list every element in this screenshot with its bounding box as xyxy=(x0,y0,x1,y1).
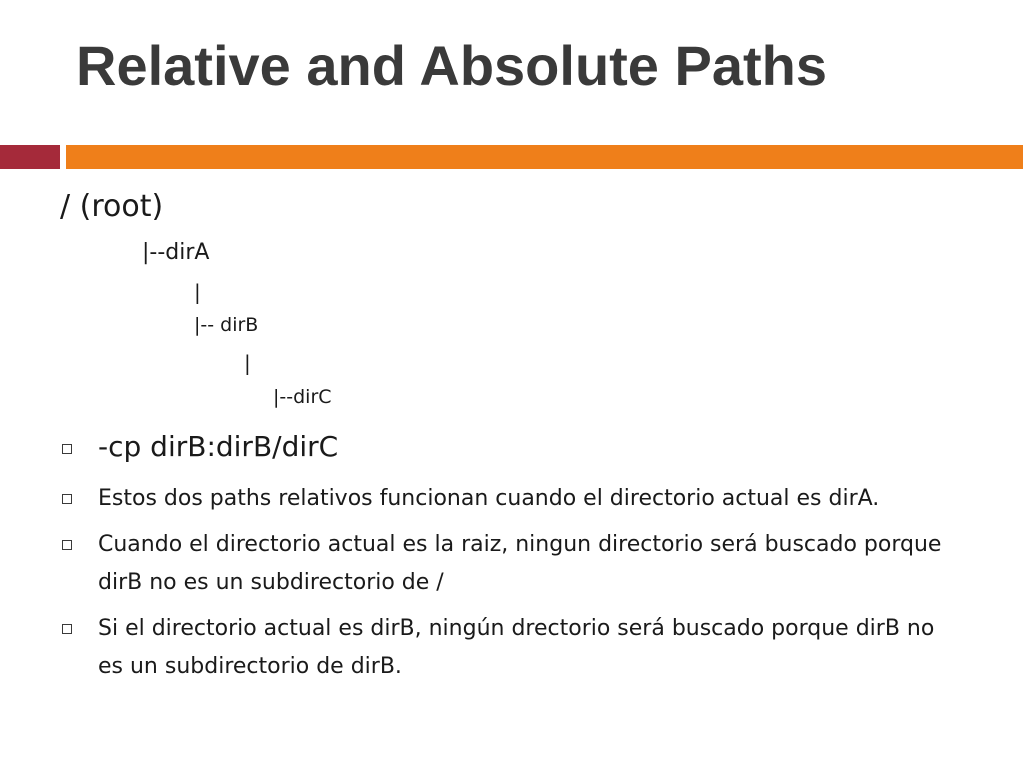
accent-bar-left xyxy=(0,145,60,169)
accent-bar-right xyxy=(66,145,1023,169)
tree-dir-b: |-- dirB xyxy=(194,314,259,336)
bullet-text: Si el directorio actual es dirB, ningún drectorio será buscado porque dirB no es un subdirectorio de dirB. xyxy=(98,616,935,679)
tree-connector-b: | xyxy=(244,351,251,375)
bullet-item xyxy=(60,426,960,468)
hollow-square-icon xyxy=(62,444,72,454)
bullet-item xyxy=(60,480,960,518)
hollow-square-icon xyxy=(62,494,72,504)
bullet-list xyxy=(60,426,960,686)
hollow-square-icon xyxy=(62,624,72,634)
bullet-text: -cp dirB:dirB/dirC xyxy=(98,430,339,463)
bullet-item xyxy=(60,526,960,602)
tree-dir-a: |--dirA xyxy=(142,240,210,265)
bullet-text: Cuando el directorio actual es la raiz, ningun directorio será buscado porque dirB no es un subdirectorio de / xyxy=(98,532,942,595)
hollow-square-icon xyxy=(62,540,72,550)
bullet-item xyxy=(60,610,960,686)
tree-root: / (root) xyxy=(60,189,164,224)
bullet-text: Estos dos paths relativos funcionan cuando el directorio actual es dirA. xyxy=(98,486,880,511)
tree-dir-c: |--dirC xyxy=(273,386,332,408)
tree-connector-a: | xyxy=(194,280,201,304)
slide-title: Relative and Absolute Paths xyxy=(76,34,827,97)
